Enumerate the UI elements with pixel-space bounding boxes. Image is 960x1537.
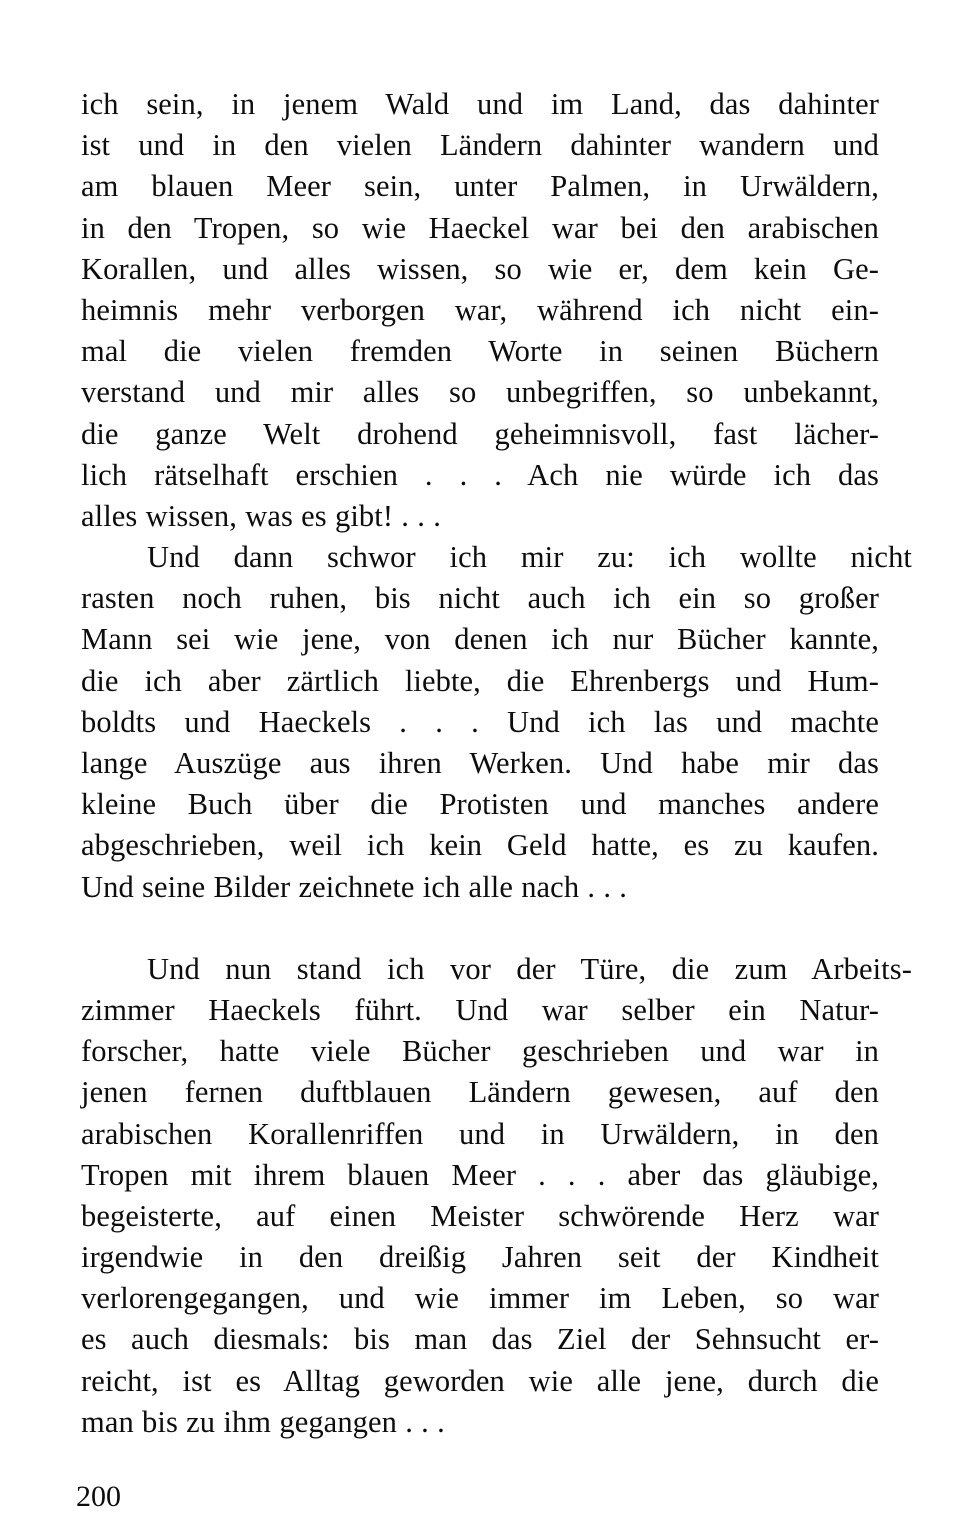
text-line-content: abgeschrieben, weil ich kein Geld hatte, es zu kaufen.: [81, 828, 879, 863]
text-line-content: ist und in den vielen Ländern dahinter wandern und: [81, 128, 879, 163]
text-line-content: lich rätselhaft erschien . . . Ach nie würde ich das: [81, 457, 879, 492]
text-line-content: mal die vielen fremden Worte in seinen Büchern: [81, 334, 879, 369]
text-line: [81, 743, 879, 784]
text-line: [81, 208, 879, 249]
text-line: [81, 414, 879, 455]
text-line-content: reicht, ist es Alltag geworden wie alle jene, durch die: [81, 1363, 879, 1398]
text-line-content: man bis zu ihm gegangen . . .: [81, 1404, 445, 1439]
text-line-content: jenen fernen duftblauen Ländern gewesen, auf den: [81, 1075, 879, 1110]
page-text-block: [81, 84, 912, 1443]
text-line: [81, 249, 879, 290]
text-line: [81, 1402, 879, 1443]
text-line-content: Und seine Bilder zeichnete ich alle nach . . .: [81, 869, 628, 904]
text-line-content: Und dann schwor ich mir zu: ich wollte nicht: [147, 540, 912, 575]
text-line: [81, 1072, 879, 1113]
text-line: [81, 1155, 879, 1196]
text-line: [81, 1031, 879, 1072]
text-line-content: die ich aber zärtlich liebte, die Ehrenbergs und Hum-: [81, 663, 879, 698]
page-number: 200: [76, 1480, 121, 1513]
body-text: [81, 84, 912, 1443]
text-line-content: rasten noch ruhen, bis nicht auch ich ein so großer: [81, 581, 879, 616]
text-line: [81, 578, 879, 619]
text-line-content: alles wissen, was es gibt! . . .: [81, 498, 441, 533]
text-line-content: begeisterte, auf einen Meister schwörende Herz war: [81, 1198, 879, 1233]
text-line-content: irgendwie in den dreißig Jahren seit der Kindheit: [81, 1240, 879, 1275]
text-line: [81, 166, 879, 207]
paragraph-gap: [81, 908, 879, 949]
text-line: [81, 661, 879, 702]
text-line-content: zimmer Haeckels führt. Und war selber ein Natur-: [81, 992, 879, 1027]
text-line: [81, 949, 912, 990]
text-line-content: boldts und Haeckels . . . Und ich las und machte: [81, 704, 879, 739]
text-line: [81, 867, 879, 908]
text-line-content: verlorengegangen, und wie immer im Leben, so war: [81, 1281, 879, 1316]
text-line-content: es auch diesmals: bis man das Ziel der Sehnsucht er-: [81, 1322, 879, 1357]
text-line: [81, 331, 879, 372]
text-line: [81, 825, 879, 866]
text-line-content: Korallen, und alles wissen, so wie er, dem kein Ge-: [81, 251, 879, 286]
text-line: [81, 784, 879, 825]
text-line: [81, 84, 879, 125]
text-line: [81, 1237, 879, 1278]
text-line-content: die ganze Welt drohend geheimnisvoll, fast lächer-: [81, 416, 879, 451]
text-line: [81, 1319, 879, 1360]
text-line-content: lange Auszüge aus ihren Werken. Und habe mir das: [81, 746, 879, 780]
text-line: [81, 537, 912, 578]
text-line-content: arabischen Korallenriffen und in Urwäldern, in den: [81, 1116, 879, 1151]
text-line-content: am blauen Meer sein, unter Palmen, in Urwäldern,: [81, 169, 879, 204]
text-line-content: Und nun stand ich vor der Türe, die zum Arbeits-: [147, 951, 912, 986]
text-line: [81, 125, 879, 166]
text-line-content: Tropen mit ihrem blauen Meer . . . aber das gläubige,: [81, 1157, 879, 1192]
text-line: [81, 1196, 879, 1237]
text-line-content: kleine Buch über die Protisten und manches andere: [81, 787, 879, 822]
text-line: [81, 990, 879, 1031]
text-line: [81, 1278, 879, 1319]
text-line-content: forscher, hatte viele Bücher geschrieben und war in: [81, 1034, 879, 1069]
text-line: [81, 619, 879, 660]
text-line: [81, 702, 879, 743]
text-line-content: verstand und mir alles so unbegriffen, so unbekannt,: [81, 375, 879, 410]
text-line: [81, 496, 879, 537]
text-line: [81, 290, 879, 331]
text-line: [81, 372, 879, 413]
text-line-content: heimnis mehr verborgen war, während ich nicht ein-: [81, 292, 879, 327]
text-line-content: ich sein, in jenem Wald und im Land, das dahinter: [81, 87, 879, 121]
text-line: [81, 1114, 879, 1155]
text-line-content: Mann sei wie jene, von denen ich nur Bücher kannte,: [81, 622, 879, 657]
text-line-content: in den Tropen, so wie Haeckel war bei den arabischen: [81, 210, 879, 245]
text-line: [81, 1361, 879, 1402]
text-line: [81, 455, 879, 496]
